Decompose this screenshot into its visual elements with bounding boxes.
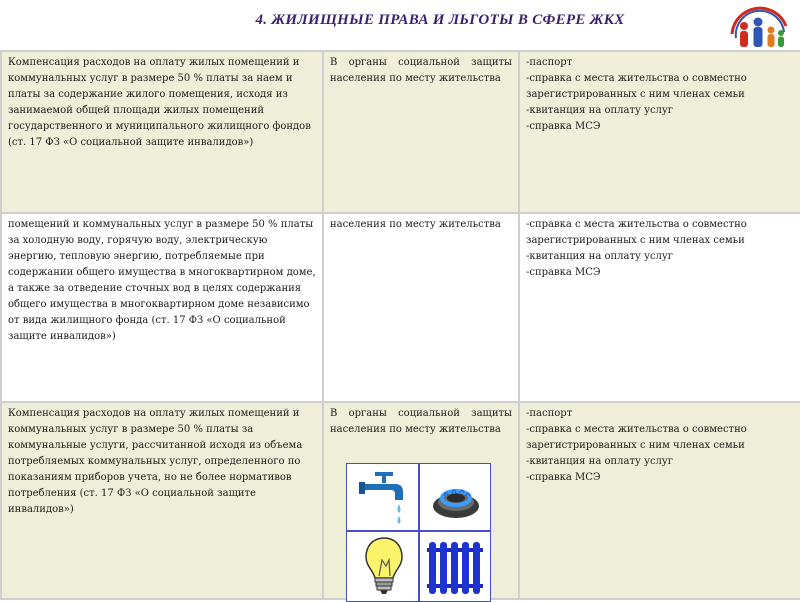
divider xyxy=(418,464,420,601)
list-item: зарегистрированных с ним членах семьи xyxy=(526,89,745,100)
list-item: -справка МСЭ xyxy=(526,121,601,132)
documents-cell xyxy=(519,213,800,402)
list-item: -справка с места жительства о совместно xyxy=(526,73,747,84)
table-row xyxy=(1,51,800,213)
gas-burner-icon xyxy=(430,472,482,524)
authority-text: В органы социальной защиты населения по месту жительства xyxy=(330,57,512,84)
list-item: -справка МСЭ xyxy=(526,267,601,278)
light-bulb-icon xyxy=(363,536,405,596)
documents-cell xyxy=(519,402,800,599)
list-item: -справка МСЭ xyxy=(526,472,601,483)
list-item: -квитанция на оплату услуг xyxy=(526,105,674,116)
documents-list xyxy=(526,55,796,135)
benefit-cell xyxy=(1,213,323,402)
authority-cell xyxy=(323,51,519,213)
benefit-text: помещений и коммунальных услуг в размере 50 % платы за холодную воду, горячую воду, электрическую энергию, тепловую энергию, потребляемые при содержании общего имущества в многоквартирном доме, а также за отведение сточных вод в целях содержания общего имущества в многоквартирном доме независимо от вида жилищного фонда (ст. 17 ФЗ «О социальной защите инвалидов») xyxy=(8,219,316,342)
authority-text: населения по месту жительства xyxy=(330,219,501,230)
radiator-icon xyxy=(425,540,485,596)
documents-list xyxy=(526,217,796,281)
logo-graphic-icon xyxy=(726,4,792,52)
benefit-cell xyxy=(1,402,323,599)
documents-cell xyxy=(519,51,800,213)
divider xyxy=(347,530,490,532)
benefit-text: Компенсация расходов на оплату жилых помещений и коммунальных услуг в размере 50 % платы за коммунальные услуги, рассчитанной исходя из объема потребляемых коммунальных услуг, определенного по показаниям приборов учета, но не более нормативов потребления (ст. 17 ФЗ «О социальной защите инвалидов») xyxy=(8,408,303,515)
page-title: 4. ЖИЛИЩНЫЕ ПРАВА И ЛЬГОТЫ В СФЕРЕ ЖКХ xyxy=(255,12,625,28)
list-item: зарегистрированных с ним членах семьи xyxy=(526,440,745,451)
title-bar xyxy=(0,0,800,50)
authority-text: В органы социальной защиты населения по месту жительства xyxy=(330,408,512,435)
list-item: зарегистрированных с ним членах семьи xyxy=(526,235,745,246)
benefit-cell xyxy=(1,51,323,213)
authority-cell xyxy=(323,213,519,402)
table-row xyxy=(1,213,800,402)
list-item: -квитанция на оплату услуг xyxy=(526,456,674,467)
list-item: -справка с места жительства о совместно xyxy=(526,424,747,435)
utilities-icons-panel xyxy=(346,463,491,602)
list-item: -квитанция на оплату услуг xyxy=(526,251,674,262)
list-item: -паспорт xyxy=(526,408,573,419)
documents-list xyxy=(526,406,796,486)
list-item: -справка с места жительства о совместно xyxy=(526,219,747,230)
list-item: -паспорт xyxy=(526,57,573,68)
water-tap-icon xyxy=(359,470,409,526)
benefit-text: Компенсация расходов на оплату жилых помещений и коммунальных услуг в размере 50 % платы за наем и платы за содержание жилого помещения, исходя из занимаемой общей площади жилых помещений государственного и муниципального жилищного фондов (ст. 17 ФЗ «О социальной защите инвалидов») xyxy=(8,57,311,148)
